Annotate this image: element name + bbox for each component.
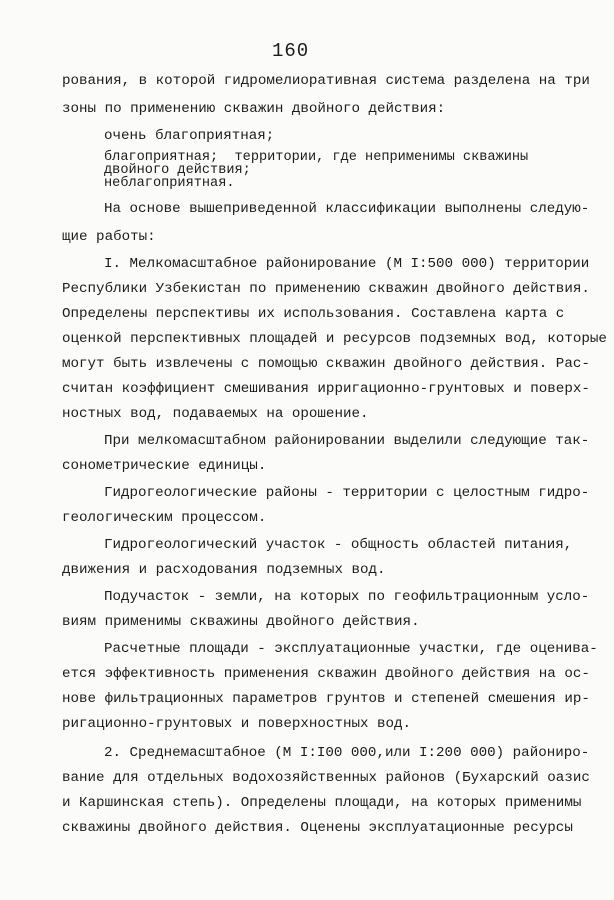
paragraph-start: Гидрогеологический участок - общность областей питания, <box>104 537 573 553</box>
page-number: 160 <box>272 40 310 62</box>
text-line: рования, в которой гидромелиоративная система разделена на три <box>62 73 590 89</box>
text-line: могут быть извлечены с помощью скважин двойного действия. Рас- <box>62 356 590 372</box>
text-line: вание для отдельных водохозяйственных районов (Бухарский оазис <box>62 770 590 786</box>
paragraph-start: Расчетные площади - эксплуатационные участки, где оценива- <box>104 641 598 657</box>
list-item: неблагоприятная. <box>104 176 235 191</box>
text-line: оценкой перспективных площадей и ресурсов подземных вод, которые <box>62 331 607 347</box>
text-line: Республики Узбекистан по применению скважин двойного действия. <box>62 281 590 297</box>
text-line: зоны по применению скважин двойного действия: <box>62 101 446 117</box>
text-line: и Каршинская степь). Определены площади, на которых применимы <box>62 795 582 811</box>
text-line: геологическим процессом. <box>62 510 267 526</box>
paragraph-start: Подучасток - земли, на которых по геофильтрационным усло- <box>104 589 590 605</box>
paragraph-start: При мелкомасштабном районировании выделили следующие так- <box>104 433 590 449</box>
text-line: виям применимы скважины двойного действия. <box>62 614 420 630</box>
text-line: ется эффективность применения скважин двойного действия на ос- <box>62 666 590 682</box>
text-line: движения и расходования подземных вод. <box>62 562 386 578</box>
text-line: ригационно-грунтовых и поверхностных вод. <box>62 716 412 732</box>
text-line: ностных вод, подаваемых на орошение. <box>62 406 369 422</box>
list-item: благоприятная; территории, где неприменимы скважины <box>104 150 529 165</box>
text-line: щие работы: <box>62 229 156 245</box>
text-line: скважины двойного действия. Оценены эксплуатационные ресурсы <box>62 820 573 836</box>
numbered-item-2: 2. Среднемасштабное (М I:I00 000,или I:200 000) райониро- <box>104 745 590 761</box>
numbered-item-1: I. Мелкомасштабное районирование (М I:500 000) территории <box>104 256 590 272</box>
list-item-continuation: двойного действия; <box>104 163 251 178</box>
text-line: сонометрические единицы. <box>62 458 267 474</box>
text-line: считан коэффициент смешивания ирригационно-грунтовых и поверх- <box>62 381 590 397</box>
text-line: Определены перспективы их использования. Составлена карта с <box>62 306 565 322</box>
list-item: очень благоприятная; <box>104 128 275 144</box>
paragraph-start: На основе вышеприведенной классификации выполнены следую- <box>104 201 590 217</box>
text-line: нове фильтрационных параметров грунтов и степеней смешения ир- <box>62 691 590 707</box>
paragraph-start: Гидрогеологические районы - территории с целостным гидро- <box>104 485 590 501</box>
